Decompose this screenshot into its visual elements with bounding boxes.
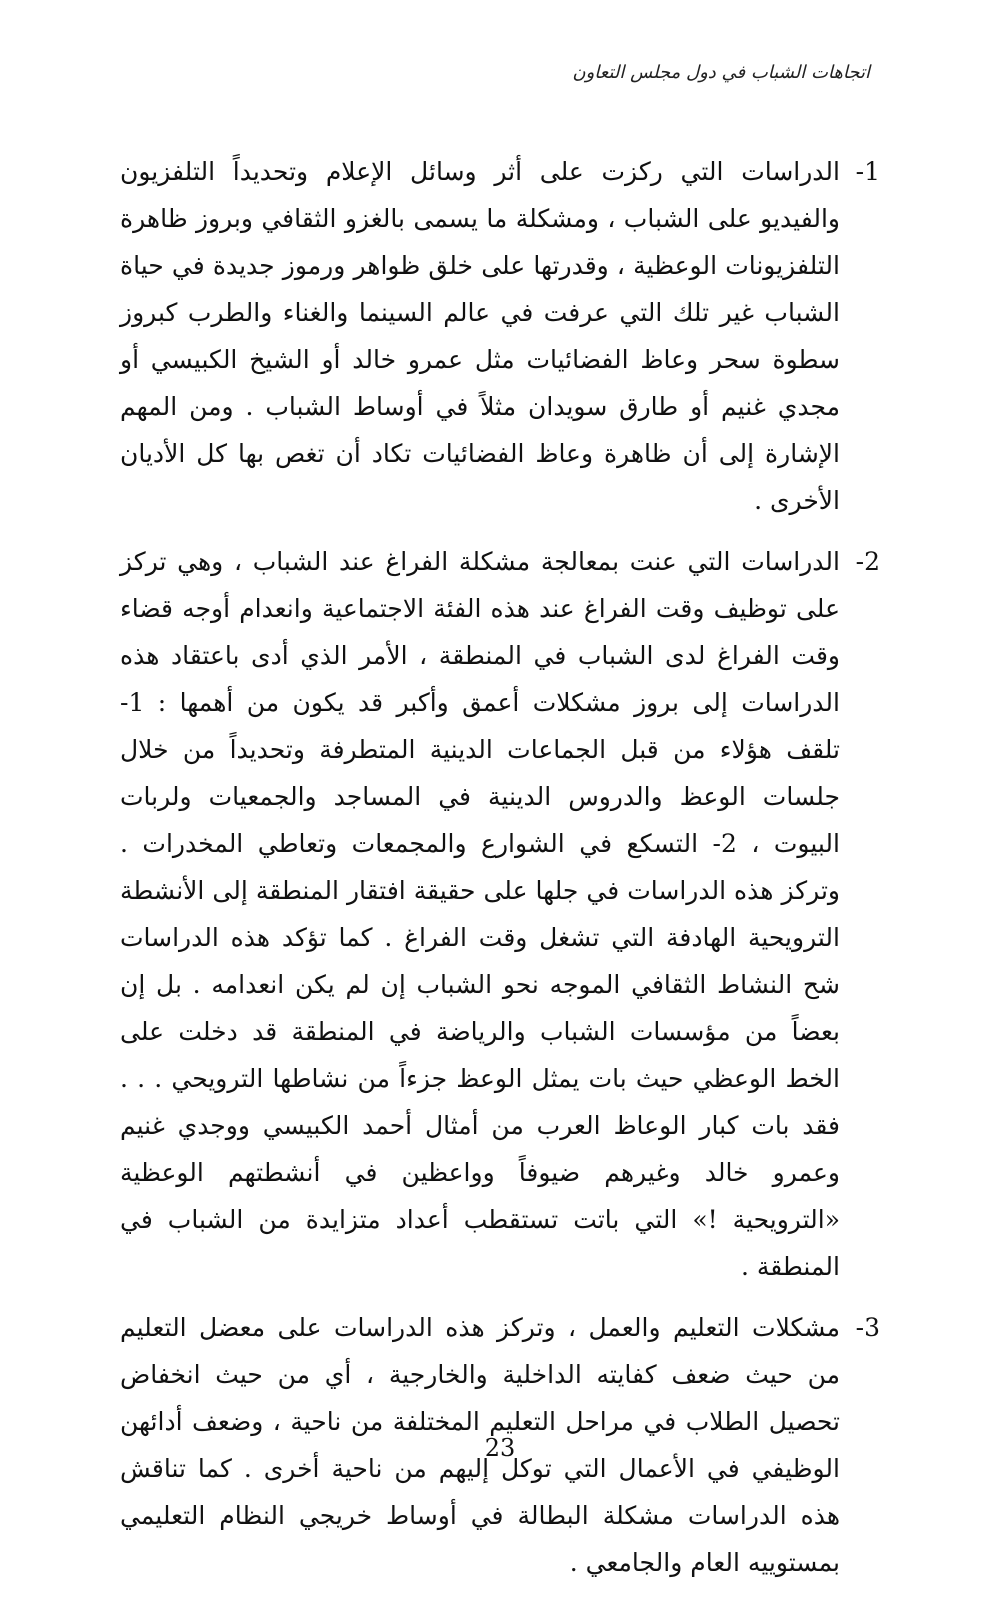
body-text xyxy=(120,148,880,1600)
item-paragraph: مشكلات التعليم والعمل ، وتركز هذه الدراسات على معضل التعليم من حيث ضعف كفايته الداخلية والخارجية ، أي من حيث انخفاض تحصيل الطلاب في مراحل التعليم المختلفة من ناحية ، وضعف أدائهن الوظيفي في الأعمال التي توكل إليهم من ناحية أخرى . كما تناقش هذه الدراسات مشكلة البطالة في أوساط خريجي النظام التعليمي بمستوييه العام والجامعي . xyxy=(120,1313,840,1577)
item-number: 2- xyxy=(855,547,880,576)
list-item xyxy=(120,538,880,1290)
list-item xyxy=(120,148,880,524)
page-number: 23 xyxy=(484,1434,516,1462)
running-header: اتجاهات الشباب في دول مجلس التعاون xyxy=(572,62,870,83)
item-paragraph: الدراسات التي ركزت على أثر وسائل الإعلام وتحديداً التلفزيون والفيديو على الشباب ، ومشكلة ما يسمى بالغزو الثقافي وبروز ظاهرة التلفزيونات الوعظية ، وقدرتها على خلق ظواهر ورموز جديدة في حياة الشباب غير تلك التي عرفت في عالم السينما والغناء والطرب كبروز سطوة سحر وعاظ الفضائيات مثل عمرو خالد أو الشيخ الكبيسي أو مجدي غنيم أو طارق سويدان مثلاً في أوساط الشباب . ومن المهم الإشارة إلى أن ظاهرة وعاظ الفضائيات تكاد أن تغص بها كل الأديان الأخرى . xyxy=(120,157,840,515)
item-paragraph: الدراسات التي عنت بمعالجة مشكلة الفراغ عند الشباب ، وهي تركز على توظيف وقت الفراغ عند هذه الفئة الاجتماعية وانعدام أوجه قضاء وقت الفراغ لدى الشباب في المنطقة ، الأمر الذي أدى باعتقاد هذه الدراسات إلى بروز مشكلات أعمق وأكبر قد يكون من أهمها : 1- تلقف هؤلاء من قبل الجماعات الدينية المتطرفة وتحديداً من خلال جلسات الوعظ والدروس الدينية في المساجد والجمعيات ولربات البيوت ، 2- التسكع في الشوارع والمجمعات وتعاطي المخدرات . وتركز هذه الدراسات في جلها على حقيقة افتقار المنطقة إلى الأنشطة الترويحية الهادفة التي تشغل وقت الفراغ . كما تؤكد هذه الدراسات شح النشاط الثقافي الموجه نحو الشباب إن لم يكن انعدامه . بل إن بعضاً من مؤسسات الشباب والرياضة في المنطقة قد دخلت على الخط الوعظي حيث بات يمثل الوعظ جزءاً من نشاطها الترويحي . . . فقد بات كبار الوعاظ العرب من أمثال أحمد الكبيسي ووجدي غنيم وعمرو خالد وغيرهم ضيوفاً وواعظين في أنشطتهم الوعظية «الترويحية !» التي باتت تستقطب أعداد متزايدة من الشباب في المنطقة . xyxy=(120,547,840,1281)
item-number: 3- xyxy=(855,1313,880,1342)
item-number: 1- xyxy=(855,157,880,186)
